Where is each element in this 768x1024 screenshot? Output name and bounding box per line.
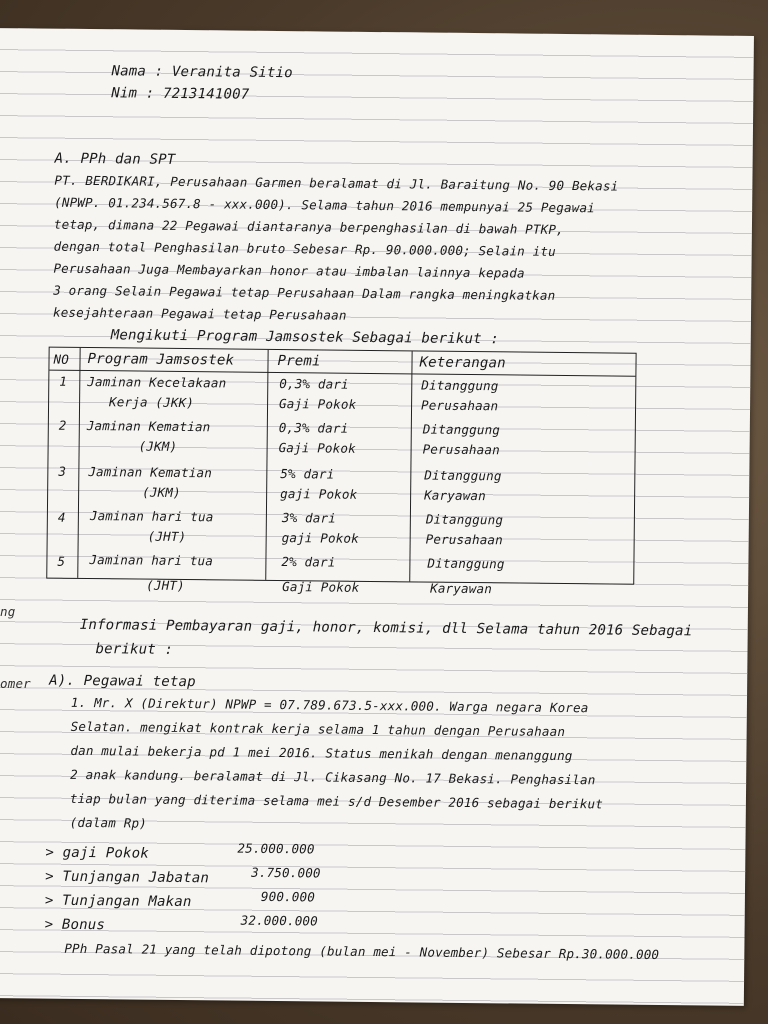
paragraph-line: kesejahteraan Pegawai tetap Perusahaan <box>52 304 347 323</box>
table-cell-premi: gaji Pokok <box>280 486 358 502</box>
table-cell-premi: 0,3% dari <box>278 420 349 436</box>
table-row-no: 5 <box>57 553 66 569</box>
student-name: Nama : Veranita Sitio <box>111 63 293 82</box>
table-cell-program: Jaminan Kecelakaan <box>87 373 227 391</box>
income-label: > Bonus <box>44 916 106 934</box>
table-cell-keterangan: Perusahaan <box>425 531 504 548</box>
program-intro: Mengikuti Program Jamsostek Sebagai berikut : <box>110 327 500 348</box>
table-cell-program: Jaminan Kematian <box>86 417 211 435</box>
income-label: > Tunjangan Jabatan <box>45 868 210 887</box>
table-cell-program: Kerja (JKK) <box>109 394 195 411</box>
table-cell-keterangan: Ditanggung <box>424 467 502 484</box>
table-cell-keterangan: Ditanggung <box>421 377 499 394</box>
item1-line: tiap bulan yang diterima selama mei s/d Desember 2016 sebagai berikut <box>69 790 604 812</box>
item1-line: 1. Mr. X (Direktur) NPWP = 07.789.673.5-xxx.000. Warga negara Korea <box>70 694 589 716</box>
income-value: 32.000.000 <box>240 912 319 929</box>
table-cell-premi: Gaji Pokok <box>282 579 360 595</box>
item1-line: dan mulai bekerja pd 1 mei 2016. Status menikah dengan menanggung <box>70 742 573 764</box>
informasi-line: Informasi Pembayaran gaji, honor, komisi, dll Selama tahun 2016 Sebagai <box>79 616 693 640</box>
paragraph-line: PT. BERDIKARI, Perusahaan Garmen beralamat di Jl. Baraitung No. 90 Bekasi <box>54 172 619 194</box>
table-cell-premi: Gaji Pokok <box>279 396 357 412</box>
table-row-no: 1 <box>59 373 68 389</box>
section-heading: A. PPh dan SPT <box>54 150 176 168</box>
income-value: 900.000 <box>260 888 316 905</box>
margin-note: ng <box>0 604 16 619</box>
jamsostek-table <box>46 347 636 585</box>
item1-line: 2 anak kandung. beralamat di Jl. Cikasang No. 17 Bekasi. Penghasilan <box>70 766 596 788</box>
paragraph-line: Perusahaan Juga Membayarkan honor atau imbalan lainnya kepada <box>53 260 525 281</box>
table-cell-keterangan: Ditanggung <box>422 421 501 438</box>
table-row-no: 2 <box>58 417 67 433</box>
table-cell-keterangan: Ditanggung <box>427 555 505 572</box>
item1-line: (dalam Rp) <box>69 814 148 831</box>
table-cell-program: (JHT) <box>147 528 187 545</box>
table-cell-program: Jaminan hari tua <box>89 552 214 569</box>
table-header-keterangan: Keterangan <box>419 354 506 372</box>
margin-note: omer <box>0 676 31 691</box>
pegawai-tetap-heading: A). Pegawai tetap <box>49 672 196 691</box>
notebook-page <box>0 28 754 1006</box>
table-header-no: NO <box>53 351 70 367</box>
table-cell-premi: 0,3% dari <box>279 376 349 392</box>
table-cell-keterangan: Karyawan <box>424 487 487 504</box>
table-cell-program: Jaminan hari tua <box>89 508 214 525</box>
informasi-line: berikut : <box>95 641 174 658</box>
table-cell-program: (JKM) <box>142 484 181 500</box>
table-cell-premi: 3% dari <box>281 510 337 526</box>
student-nim: Nim : 7213141007 <box>111 85 250 103</box>
paragraph-line: (NPWP. 01.234.567.8 - xxx.000). Selama tahun 2016 mempunyai 25 Pegawai <box>54 194 596 216</box>
paragraph-line: 3 orang Selain Pegawai tetap Perusahaan Dalam rangka meningkatkan <box>53 282 556 303</box>
table-cell-premi: gaji Pokok <box>281 530 360 546</box>
table-header-premi: Premi <box>277 352 321 370</box>
table-cell-keterangan: Perusahaan <box>420 397 499 414</box>
table-cell-program: (JHT) <box>146 577 185 594</box>
income-label: > Tunjangan Makan <box>44 892 192 911</box>
paragraph-line: tetap, dimana 22 Pegawai diantaranya berpenghasilan di bawah PTKP, <box>53 216 564 237</box>
item1-line: Selatan. mengikat kontrak kerja selama 1 tahun dengan Perusahaan <box>70 718 566 740</box>
table-cell-premi: 2% dari <box>281 554 336 570</box>
table-cell-keterangan: Perusahaan <box>422 441 500 458</box>
table-row-no: 4 <box>57 509 66 525</box>
paragraph-line: dengan total Penghasilan bruto Sebesar Rp. 90.000.000; Selain itu <box>53 238 556 259</box>
pph-line: PPh Pasal 21 yang telah dipotong (bulan mei - November) Sebesar Rp.30.000.000 <box>64 940 660 963</box>
table-row-no: 3 <box>58 463 67 479</box>
table-cell-keterangan: Ditanggung <box>425 511 504 528</box>
table-cell-program: (JKM) <box>138 438 178 454</box>
table-header-program: Program Jamsostek <box>87 350 235 369</box>
income-label: > gaji Pokok <box>45 844 149 862</box>
table-cell-program: Jaminan Kematian <box>88 464 213 481</box>
table-cell-keterangan: Karyawan <box>430 580 493 597</box>
income-value: 25.000.000 <box>237 840 315 857</box>
table-cell-premi: Gaji Pokok <box>278 440 356 456</box>
income-value: 3.750.000 <box>251 864 321 881</box>
table-cell-premi: 5% dari <box>280 466 335 482</box>
